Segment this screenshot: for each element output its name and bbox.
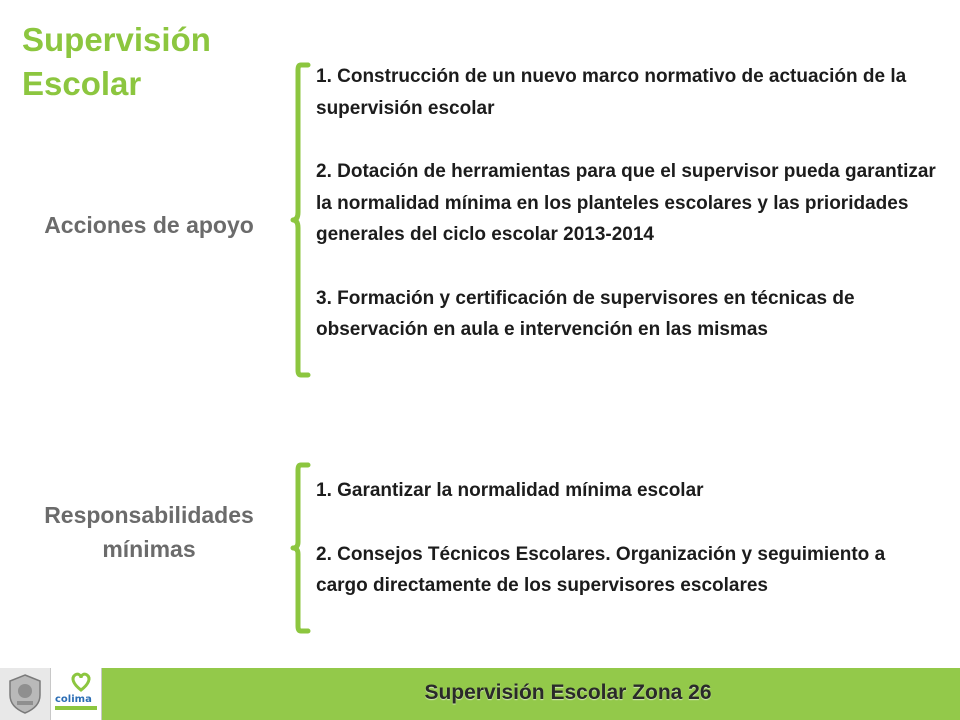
colima-logo-band <box>55 706 97 710</box>
colima-logo-text: colima <box>55 694 92 705</box>
colima-logo <box>51 668 102 720</box>
bracket-acciones <box>290 62 312 378</box>
bracket-responsabilidades <box>290 462 312 634</box>
list-item: 2. Consejos Técnicos Escolares. Organización y seguimiento a cargo directamente de los supervisores escolares <box>316 543 886 596</box>
list-item: 3. Formación y certificación de supervisores en técnicas de observación en aula e intervención en las mismas <box>316 287 855 340</box>
footer-logos <box>0 668 102 720</box>
page-title: Supervisión Escolar <box>22 21 211 102</box>
section-label-responsabilidades: Responsabilidades mínimas <box>44 502 254 562</box>
footer-bar <box>0 668 960 720</box>
section-label-acciones: Acciones de apoyo <box>44 212 254 238</box>
responsabilidades-list <box>316 475 936 602</box>
list-item: 1. Garantizar la normalidad mínima escolar <box>316 480 704 501</box>
acciones-list <box>316 61 936 346</box>
list-item: 1. Construcción de un nuevo marco normativo de actuación de la supervisión escolar <box>316 66 907 119</box>
list-item: 2. Dotación de herramientas para que el supervisor pueda garantizar la normalidad mínima en los planteles escolares y las prioridades generales del ciclo escolar 2013-2014 <box>316 161 936 245</box>
state-seal-icon <box>0 668 51 720</box>
footer-title: Supervisión Escolar Zona 26 <box>424 681 712 704</box>
